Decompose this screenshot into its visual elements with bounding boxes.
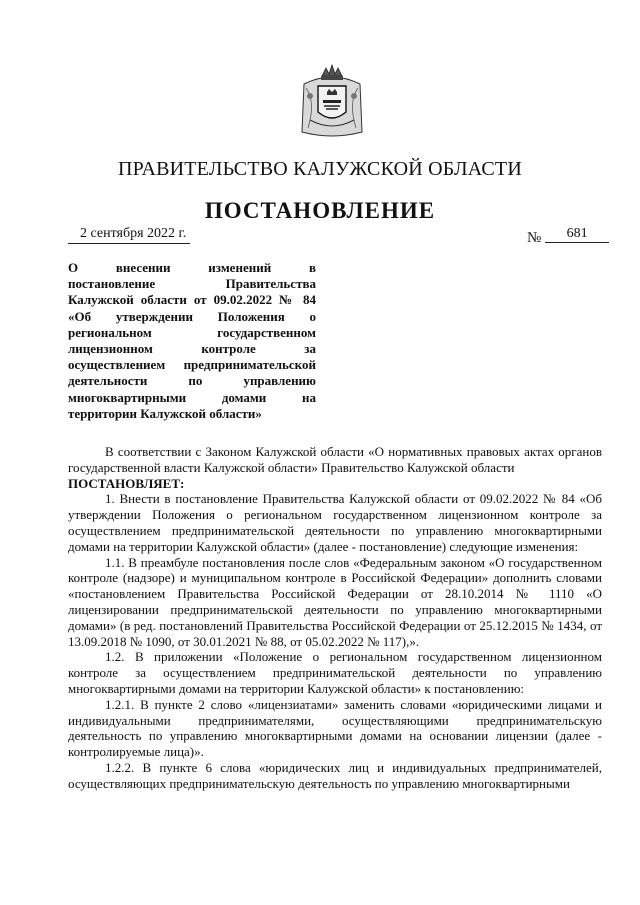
- subject-line: региональном государственном: [68, 324, 316, 340]
- subject-line: многоквартирными домами на: [68, 389, 316, 405]
- subject-line: лицензионном контроле за: [68, 341, 316, 357]
- subject-line: «Об утверждении Положения о: [68, 308, 316, 324]
- subject-line: постановление Правительства: [68, 276, 316, 292]
- decree-body: [68, 444, 602, 792]
- number-sign: №: [527, 230, 542, 246]
- subject-line: деятельности по управлению: [68, 373, 316, 389]
- decree-number-block: [527, 226, 609, 248]
- decree-word: ПОСТАНОВЛЯЕТ:: [68, 475, 185, 491]
- subject-line: Калужской области от 09.02.2022 № 84: [68, 292, 316, 308]
- paragraph-1-1: 1.1. В преамбуле постановления после слов «Федеральным законом «О государственном контроле (надзоре) и муниципальном контроле в Российской Федерации» дополнить словами «постановлением Правительства Российской Федерации от 28.10.2014 № 1110 «О лицензировании предпринимательской деятельности по управлению многоквартирными домами» (в ред. постановлений Правительства Российской Федерации от 25.12.2015 № 1434, от 13.09.2018 № 1090, от 30.01.2021 № 88, от 05.02.2022 № 117),».: [68, 554, 602, 649]
- document-type-title: ПОСТАНОВЛЕНИЕ: [204, 198, 436, 223]
- paragraph-1-2-2: 1.2.2. В пункте 6 слова «юридических лиц и индивидуальных предпринимателей, осуществляющих предпринимательскую деятельность по управлению многоквартирными: [68, 759, 602, 791]
- paragraph-1: 1. Внести в постановление Правительства Калужской области от 09.02.2022 № 84 «Об утверждении Положения о региональном государственном лицензионном контроле за осуществлением предпринимательской деятельности по управлению многоквартирными домами на территории Калужской области» (далее - постановление) следующие изменения:: [68, 491, 602, 554]
- subject-line: территории Калужской области»: [68, 405, 262, 421]
- decree-number: 681: [545, 226, 609, 243]
- decree-date: 2 сентября 2022 г.: [68, 226, 190, 244]
- preamble-paragraph: В соответствии с Законом Калужской области «О нормативных правовых актах органов государственной власти Калужской области» Правительство Калужской области: [68, 444, 602, 475]
- paragraph-1-2: 1.2. В приложении «Положение о региональном государственном лицензионном контроле за осуществлением предпринимательской деятельности по управлению многоквартирными домами на территории Калужской области» к постановлению:: [68, 649, 602, 696]
- paragraph-1-2-1: 1.2.1. В пункте 2 слово «лицензиатами» заменить словами «юридическими лицами и индивидуальными предпринимателями, осуществляющими предпринимательскую деятельность по управлению многоквартирными домами на основании лицензии (далее - контролируемые лица)».: [68, 696, 602, 760]
- government-name: ПРАВИТЕЛЬСТВО КАЛУЖСКОЙ ОБЛАСТИ: [118, 158, 522, 180]
- decree-subject: [68, 260, 316, 422]
- subject-line: О внесении изменений в: [68, 260, 316, 275]
- coat-of-arms-icon: [296, 62, 368, 140]
- subject-line: осуществлением предпринимательской: [68, 357, 316, 373]
